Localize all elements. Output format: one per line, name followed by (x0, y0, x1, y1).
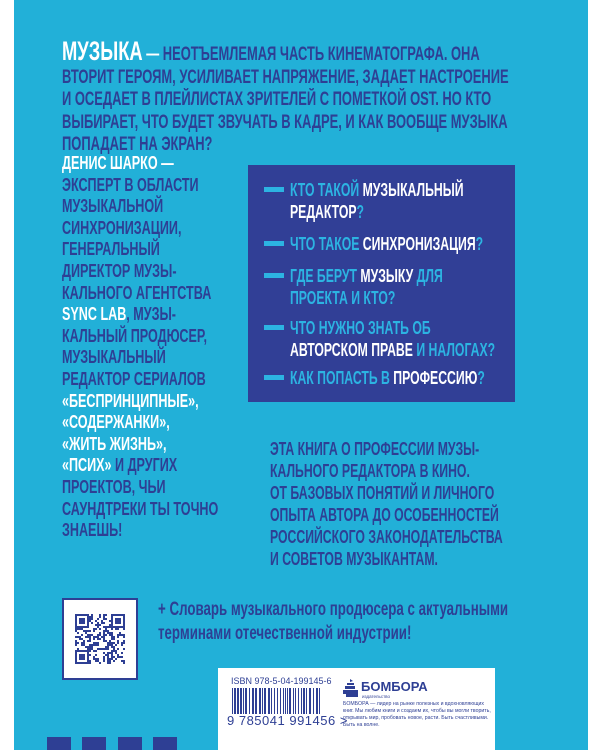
text-segment: МУЗЫКАЛЬНЫЙ (362, 180, 464, 200)
text-segment: МУЗЫКА (62, 36, 143, 66)
text-segment: «ПСИХ» (62, 454, 112, 476)
qr-code-icon (75, 611, 125, 667)
text-line (62, 67, 509, 90)
text-line (270, 548, 503, 570)
text-segment: «СОДЕРЖАНКИ», (62, 411, 170, 433)
text-segment: ДЕНИС ШАРКО — (62, 152, 174, 173)
text-segment: ПРОЕКТА И КТО? (290, 288, 396, 308)
book-description (270, 438, 600, 570)
text-segment: И ДРУГИХ (111, 454, 178, 476)
text-line (62, 519, 218, 541)
text-line (270, 460, 503, 482)
text-segment: МУЗЫКАЛЬНОЙ (62, 195, 164, 217)
dash-icon (264, 325, 284, 330)
text-segment: ГДЕ БЕРУТ (290, 266, 361, 286)
text-segment: АВТОРСКОМ ПРАВЕ (290, 340, 413, 360)
intro-paragraph (62, 36, 600, 157)
text-line (62, 390, 218, 412)
text-segment: КАЛЬНЫЙ ПРОДЮСЕР, (62, 324, 208, 346)
text-line (270, 482, 503, 504)
text-line (62, 195, 218, 217)
text-line (62, 36, 509, 67)
text-segment: ЭКСПЕРТ В ОБЛАСТИ (62, 173, 199, 195)
text-segment: ? (477, 368, 485, 388)
text-segment: ? (356, 202, 365, 222)
text-segment: ОПЫТА АВТОРА ДО ОСОБЕННОСТЕЙ (270, 505, 499, 525)
text-segment: ВЫБИРАЕТ, ЧТО БУДЕТ ЗВУЧАТЬ В КАДРЕ, И КАК ВООБЩЕ МУЗЫКА (62, 111, 508, 133)
text-segment: РОССИЙСКОГО ЗАКОНОДАТЕЛЬСТВА (270, 527, 503, 547)
text-line (62, 217, 218, 239)
dictionary-note (158, 598, 600, 646)
text-segment: , МУЗЫ- (126, 303, 176, 325)
text-line (62, 282, 218, 304)
text-line (290, 287, 443, 309)
publisher-subtitle: издательство (362, 694, 390, 699)
text-segment: ПРОЕКТОВ, ЧЬИ (62, 475, 166, 497)
text-line (270, 504, 503, 526)
dash-icon (264, 241, 284, 246)
text-line (62, 476, 218, 498)
publisher-name: БОМБОРА (361, 679, 428, 694)
text-segment: ЧТО НУЖНО ЗНАТЬ ОБ (290, 318, 431, 338)
text-line (290, 317, 495, 339)
text-segment: РЕДАКТОР (290, 202, 357, 222)
publisher-description: БОМБОРА — лидер на рынке полезных и вдохновляющих книг. Мы любим книги и создаем их, чтобы вы могли творить, открывать мир, пробовать новое, расти. Быть счастливыми. Быть на волне. (343, 701, 491, 728)
text-segment: «ЖИТЬ ЖИЗНЬ», (62, 432, 167, 454)
text-line (290, 339, 495, 361)
dash-icon (264, 187, 284, 192)
text-line (270, 438, 503, 460)
bombora-logo-icon (343, 678, 359, 698)
text-line (62, 152, 218, 174)
text-segment: РЕДАКТОР СЕРИАЛОВ (62, 367, 206, 389)
dash-icon (264, 375, 284, 380)
text-line (62, 260, 218, 282)
decorative-square (118, 737, 142, 750)
text-line (62, 411, 218, 433)
questions-box (248, 165, 515, 402)
text-segment: НЕОТЪЕМЛЕМАЯ ЧАСТЬ КИНЕМАТОГРАФА. ОНА (162, 44, 480, 65)
text-line (158, 622, 508, 646)
isbn-text: ISBN 978-5-04-199145-6 (231, 676, 332, 686)
text-line (62, 89, 509, 112)
text-line (62, 238, 218, 260)
qr-code[interactable] (62, 598, 138, 680)
text-line (270, 526, 503, 548)
text-segment: КАЛЬНОГО АГЕНТСТВА (62, 281, 212, 303)
text-line (62, 368, 218, 390)
text-line (62, 174, 218, 196)
text-line (62, 303, 218, 325)
text-line (158, 598, 508, 622)
text-line (62, 112, 509, 135)
text-segment: + Словарь музыкального продюсера с актуальными (158, 599, 509, 620)
dash-icon (264, 273, 284, 278)
text-segment: терминами отечественной индустрии! (158, 623, 412, 644)
text-segment: ДИРЕКТОР МУЗЫ- (62, 259, 177, 281)
text-line (62, 433, 218, 455)
text-line (290, 179, 464, 201)
text-line (62, 325, 218, 347)
text-segment: ? (475, 234, 484, 254)
text-segment: МУЗЫКУ (360, 266, 414, 286)
text-segment: ПРОФЕССИЮ (393, 368, 478, 388)
text-line (290, 367, 485, 389)
decorative-square (47, 737, 71, 750)
decorative-square (82, 737, 106, 750)
text-segment: ПОПАДАЕТ НА ЭКРАН? (62, 134, 213, 155)
text-segment: ГЕНЕРАЛЬНЫЙ (62, 238, 160, 260)
barcode-icon (232, 688, 322, 714)
isbn-panel (218, 668, 495, 750)
text-segment: И НАЛОГАХ? (412, 340, 496, 360)
text-segment: ЧТО ТАКОЕ (290, 234, 363, 254)
text-segment: — (142, 44, 163, 65)
text-segment: КАК ПОПАСТЬ В (290, 368, 394, 388)
text-segment: «БЕСПРИНЦИПНЫЕ», (62, 389, 199, 411)
text-line (62, 346, 218, 368)
text-segment: САУНДТРЕКИ ТЫ ТОЧНО (62, 497, 219, 519)
text-segment: SYNC LAB (62, 303, 127, 325)
text-segment: И ОСЕДАЕТ В ПЛЕЙЛИСТАХ ЗРИТЕЛЕЙ С ПОМЕТКОЙ OST. НО КТО (62, 89, 492, 110)
barcode-number: 9 785041 991456 > (227, 713, 348, 728)
text-line (62, 498, 218, 520)
text-line (290, 201, 464, 223)
decorative-square (153, 737, 177, 750)
text-line (290, 265, 443, 287)
text-segment: КАЛЬНОГО РЕДАКТОРА В КИНО. (270, 461, 470, 481)
text-segment: ЭТА КНИГА О ПРОФЕССИИ МУЗЫ- (270, 439, 480, 459)
text-segment: И СОВЕТОВ МУЗЫКАНТАМ. (270, 549, 438, 569)
text-segment: МУЗЫКАЛЬНЫЙ (62, 346, 166, 368)
text-line (62, 454, 218, 476)
text-segment: СИНХРОНИЗАЦИИ, (62, 216, 182, 238)
text-segment: ВТОРИТ ГЕРОЯМ, УСИЛИВАЕТ НАПРЯЖЕНИЕ, ЗАДАЕТ НАСТРОЕНИЕ (62, 66, 509, 88)
text-line (290, 233, 483, 255)
text-segment: ОТ БАЗОВЫХ ПОНЯТИЙ И ЛИЧНОГО (270, 483, 495, 503)
text-segment: ЗНАЕШЬ! (62, 519, 123, 541)
text-segment: ДЛЯ (413, 266, 443, 286)
text-segment: КТО ТАКОЙ (290, 180, 363, 200)
text-segment: СИНХРОНИЗАЦИЯ (362, 234, 476, 254)
